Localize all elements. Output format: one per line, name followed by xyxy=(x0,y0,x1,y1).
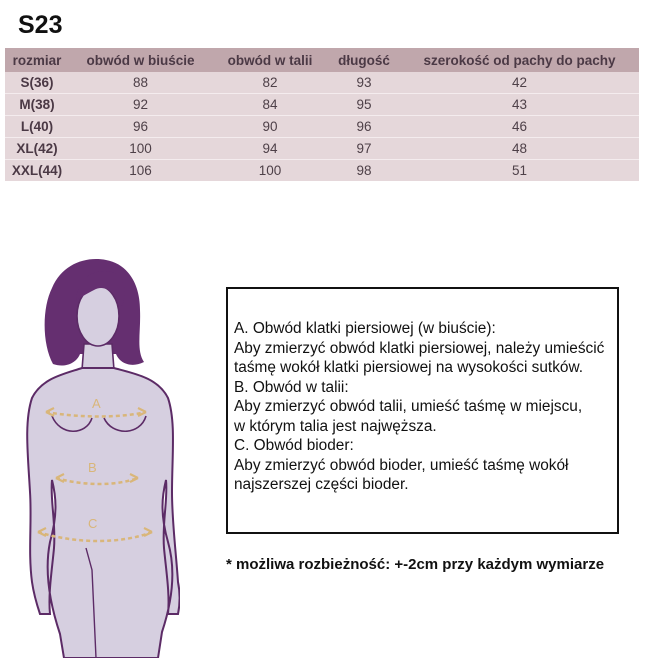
instruction-text: Aby zmierzyć obwód talii, umieść taśmę w miejscu, xyxy=(234,398,583,415)
cell-length: 97 xyxy=(328,138,400,160)
cell-waist: 100 xyxy=(212,160,328,182)
cell-waist: 84 xyxy=(212,94,328,116)
instruction-heading-b: B. Obwód w talii: xyxy=(234,378,349,396)
instruction-text: Aby zmierzyć obwód klatki piersiowej, należy umieścić xyxy=(234,339,605,357)
instruction-heading-c: C. Obwód bioder: xyxy=(234,437,354,454)
header-size: rozmiar xyxy=(5,48,69,72)
cell-waist: 90 xyxy=(212,116,328,138)
size-table xyxy=(5,48,639,181)
header-waist: obwód w talii xyxy=(212,48,328,72)
cell-length: 93 xyxy=(328,72,400,94)
label-a: A xyxy=(92,396,101,411)
cell-length: 96 xyxy=(328,116,400,138)
cell-size: XL(42) xyxy=(5,138,69,160)
table-row xyxy=(5,160,639,182)
cell-armpit-width: 43 xyxy=(400,94,639,116)
cell-size: M(38) xyxy=(5,94,69,116)
cell-length: 95 xyxy=(328,94,400,116)
product-code-title: S23 xyxy=(18,11,63,39)
table-row xyxy=(5,72,639,94)
instruction-heading-a: A. Obwód klatki piersiowej (w biuście): xyxy=(234,320,496,337)
measurement-instructions-box xyxy=(226,287,619,534)
cell-bust: 92 xyxy=(69,94,212,116)
cell-bust: 106 xyxy=(69,160,212,182)
cell-armpit-width: 46 xyxy=(400,116,639,138)
tolerance-note: * możliwa rozbieżność: +-2cm przy każdym wymiarze xyxy=(226,556,605,573)
header-bust: obwód w biuście xyxy=(69,48,212,72)
cell-armpit-width: 51 xyxy=(400,160,639,182)
instruction-text: w którym talia jest najwęższa. xyxy=(234,417,437,435)
cell-size: XXL(44) xyxy=(5,160,69,182)
table-row xyxy=(5,94,639,116)
table-row xyxy=(5,138,639,160)
cell-armpit-width: 42 xyxy=(400,72,639,94)
neck-shape xyxy=(82,344,114,370)
measurement-figure xyxy=(20,252,180,658)
header-length: długość xyxy=(328,48,400,72)
cell-bust: 88 xyxy=(69,72,212,94)
table-header-row xyxy=(5,48,639,72)
cell-size: L(40) xyxy=(5,116,69,138)
label-c: C xyxy=(88,516,98,531)
cell-bust: 96 xyxy=(69,116,212,138)
cell-bust: 100 xyxy=(69,138,212,160)
instruction-text: taśmę wokół klatki piersiowej na wysokości sutków. xyxy=(234,359,583,376)
cell-size: S(36) xyxy=(5,72,69,94)
instruction-text: najszerszej części bioder. xyxy=(234,476,409,493)
cell-armpit-width: 48 xyxy=(400,138,639,160)
label-b: B xyxy=(88,460,97,475)
table-row xyxy=(5,116,639,138)
header-armpit-width: szerokość od pachy do pachy xyxy=(400,48,639,72)
cell-length: 98 xyxy=(328,160,400,182)
cell-waist: 94 xyxy=(212,138,328,160)
cell-waist: 82 xyxy=(212,72,328,94)
instruction-text: Aby zmierzyć obwód bioder, umieść taśmę wokół xyxy=(234,456,569,474)
